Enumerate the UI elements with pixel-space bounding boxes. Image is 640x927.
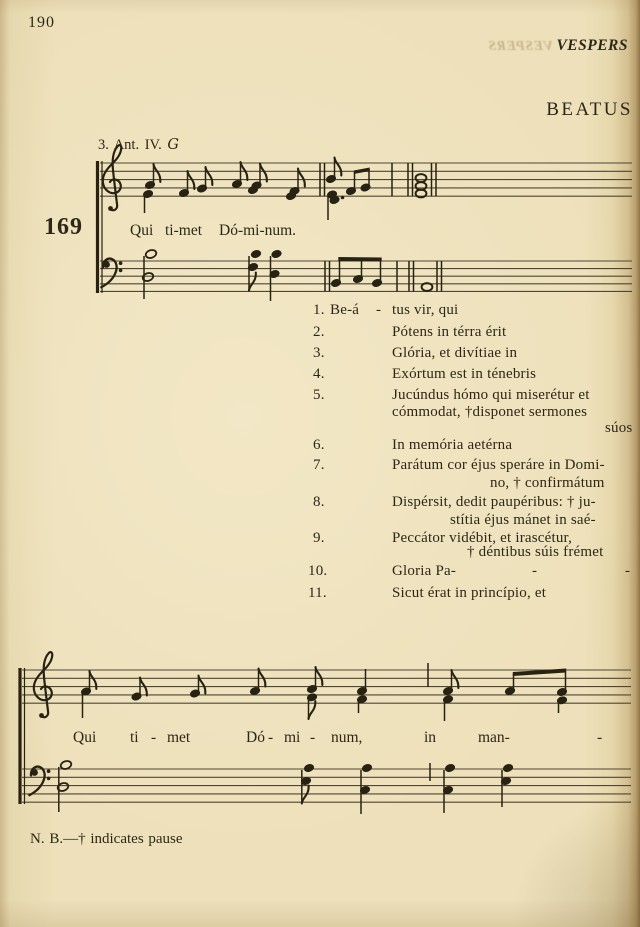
lyric-syllable: mi xyxy=(284,729,301,746)
verse-token: Jucúndus hómo qui miserétur et xyxy=(392,387,590,403)
verse-token: 11. xyxy=(308,585,327,601)
verse-token: 8. xyxy=(313,494,325,510)
lyric-syllable: met xyxy=(167,729,191,746)
antiphon-mode-letter: G xyxy=(167,137,179,153)
lyric-syllable: Qui xyxy=(130,222,154,239)
verse-token: - xyxy=(376,302,382,318)
verse-token: 3. xyxy=(313,345,325,361)
verse-token: cómmodat, †disponet sermones xyxy=(392,404,588,420)
lyric-syllable: Dó xyxy=(246,729,265,746)
bass-clef-icon xyxy=(29,767,50,796)
verse-token: Pótens in térra érit xyxy=(392,324,507,340)
verse-token: 9. xyxy=(313,530,325,546)
verse-token: 4. xyxy=(313,366,325,382)
verse-token: † déntibus súis frémet xyxy=(467,544,604,560)
treble-clef-icon xyxy=(103,145,121,211)
verse-token: 1. xyxy=(313,302,325,318)
verse-token: 6. xyxy=(313,437,325,453)
page-number: 190 xyxy=(28,14,55,31)
lyric-syllable: ti xyxy=(130,729,139,746)
antiphon-label-text: 3. Ant. IV. xyxy=(98,137,162,153)
verse-token: Parátum cor éjus speráre in Domi- xyxy=(392,457,605,473)
bass-staff xyxy=(22,769,631,802)
music-system xyxy=(20,652,631,814)
verse-token: súos xyxy=(605,420,633,436)
system-bracket xyxy=(98,161,103,293)
verse-token: Dispérsit, dedit paupéribus: † ju- xyxy=(392,494,596,510)
page-bleedthrough-text: VESPERS xyxy=(488,39,553,54)
lyric-syllable: - xyxy=(268,729,274,746)
verse-token: 10. xyxy=(308,563,328,579)
lyric-syllable: Dó-mi-num. xyxy=(219,222,297,239)
verse-token: stítia éjus mánet in saé- xyxy=(450,512,596,528)
verse-token: - xyxy=(625,563,631,579)
lyric-syllable: ti-met xyxy=(165,222,203,239)
treble-staff xyxy=(22,670,631,703)
treble-clef-icon xyxy=(34,652,52,718)
verse-token: Peccátor vidébit, et irascétur, xyxy=(392,530,573,546)
verse-token: Glória, et divítiae in xyxy=(392,345,518,361)
bass-staff xyxy=(100,261,632,291)
verse-token: Exórtum est in ténebris xyxy=(392,366,537,382)
verse-token: Sicut érat in princípio, et xyxy=(392,585,547,601)
lyric-syllable: Qui xyxy=(73,729,97,746)
verse-token: no, † confirmátum xyxy=(490,475,605,491)
lyric-syllable: in xyxy=(424,729,437,746)
lyric-syllable: - xyxy=(310,729,316,746)
verse-token: 2. xyxy=(313,324,325,340)
verse-token: Be-á xyxy=(330,302,360,318)
lyric-syllable: - xyxy=(151,729,157,746)
hymn-number: 169 xyxy=(44,214,83,240)
verse-token: - xyxy=(532,563,538,579)
lyric-syllable: man- xyxy=(478,729,510,746)
lyric-syllable: - xyxy=(597,729,603,746)
verse-token: 7. xyxy=(313,457,325,473)
verse-token: In memória aetérna xyxy=(392,437,513,453)
verse-token: Gloria Pa- xyxy=(392,563,457,579)
lyric-syllable: num, xyxy=(331,729,363,746)
running-header: VESPERS xyxy=(556,37,628,54)
chant-title: BEATUS xyxy=(546,99,633,120)
verse-token: tus vir, qui xyxy=(392,302,459,318)
system-bracket xyxy=(20,668,25,804)
footnote: N. B.—† indicates pause xyxy=(30,831,183,847)
verse-token: 5. xyxy=(313,387,325,403)
bass-clef-icon xyxy=(101,259,122,288)
